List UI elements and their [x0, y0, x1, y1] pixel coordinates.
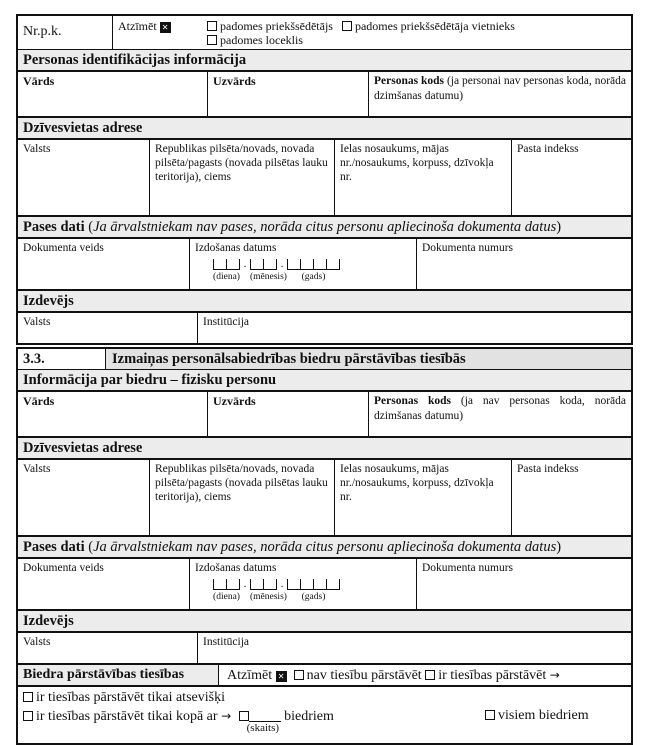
role-chairman[interactable]: padomes priekšsēdētājs — [207, 19, 333, 33]
address-section-header: Dzīvesvietas adrese — [18, 116, 631, 138]
role-member[interactable]: padomes loceklis — [207, 33, 303, 47]
checkbox-icon[interactable] — [342, 21, 352, 31]
city-field[interactable]: Republikas pilsēta/novads, novada pilsēta/pagasts (novada pilsētas lauku teritorija), ciems — [149, 460, 334, 535]
personal-code-field[interactable]: Personas kods (ja personai nav personas koda, norāda dzimšanas datumu) — [368, 72, 631, 116]
postal-code-field[interactable]: Pasta indekss — [511, 460, 631, 535]
issuer-institution-field[interactable]: Institūcija — [197, 633, 631, 663]
document-number-field[interactable]: Dokumenta numurs — [416, 239, 631, 289]
role-deputy-chairman[interactable]: padomes priekšsēdētāja vietnieks — [342, 19, 515, 33]
checkbox-icon[interactable] — [207, 35, 217, 45]
checkbox-icon[interactable] — [485, 710, 495, 720]
option-no-rights[interactable]: nav tiesību pārstāvēt — [294, 668, 422, 683]
year-boxes[interactable]: (gads) — [287, 579, 340, 593]
first-name-field[interactable]: Vārds — [23, 394, 55, 408]
section-3-3-header — [18, 349, 631, 369]
issue-date-field[interactable]: Izdošanas datums (diena) . (mēnesis) . (gads) — [189, 559, 416, 609]
nr-cell — [18, 16, 112, 49]
street-field[interactable]: Ielas nosaukums, mājas nr./nosaukums, korpuss, dzīvokļa nr. — [334, 140, 511, 215]
country-field[interactable]: Valsts — [23, 143, 51, 155]
issuer-country-field[interactable]: Valsts — [23, 316, 51, 328]
month-boxes[interactable]: (mēnesis) — [250, 579, 277, 593]
option-has-rights[interactable]: ir tiesības pārstāvēt — [425, 668, 546, 683]
rights-label-cell — [18, 665, 218, 685]
month-boxes[interactable]: (mēnesis) — [250, 259, 277, 273]
id-section-header: Personas identifikācijas informācija — [18, 49, 631, 70]
checkbox-icon[interactable] — [23, 692, 33, 702]
document-type-field[interactable]: Dokumenta veids — [23, 242, 104, 254]
document-number-field[interactable]: Dokumenta numurs — [416, 559, 631, 609]
document-type-field[interactable]: Dokumenta veids — [23, 562, 104, 574]
passport-section-header: Pases dati (Ja ārvalstniekam nav pases, norāda citus personu apliecinoša dokumenta datus) — [18, 215, 631, 237]
issuer-section-header: Izdevējs — [18, 609, 631, 631]
checked-box-icon: ✕ — [160, 22, 171, 33]
first-name-field[interactable]: Vārds — [23, 74, 55, 88]
option-all-members[interactable]: visiem biedriem — [485, 707, 589, 725]
rights-detail — [18, 685, 631, 743]
issuer-institution-field[interactable]: Institūcija — [197, 313, 631, 343]
member-form-block — [16, 14, 633, 345]
option-jointly[interactable]: ir tiesības pārstāvēt tikai kopā ar → (skaits) biedriem visiem biedriem — [23, 707, 626, 726]
mark-label: Atzīmēt — [118, 19, 157, 33]
checkbox-icon[interactable] — [294, 670, 304, 680]
nr-label: Nr.p.k. — [23, 24, 62, 39]
arrow-right-icon: → — [221, 709, 232, 723]
city-field[interactable]: Republikas pilsēta/novads, novada pilsēta/pagasts (novada pilsētas lauku teritorija), ciems — [149, 140, 334, 215]
date-input-boxes[interactable]: (diena) . (mēnesis) . (gads) — [213, 259, 411, 285]
country-field[interactable]: Valsts — [23, 463, 51, 475]
checked-box-icon: ✕ — [276, 671, 287, 682]
rights-options: Atzīmēt ✕ nav tiesību pārstāvēt ir tiesības pārstāvēt → — [218, 665, 631, 685]
member-info-header: Informācija par biedru – fizisku personu — [18, 369, 631, 390]
arrow-right-icon: → — [549, 668, 560, 682]
role-options — [207, 16, 515, 49]
issuer-section-header: Izdevējs — [18, 289, 631, 311]
issue-date-field[interactable]: Izdošanas datums (diena) . (mēnesis) . (gads) — [189, 239, 416, 289]
personal-code-field[interactable]: Personas kods (ja nav personas koda, norāda dzimšanas datumu) — [368, 392, 631, 436]
count-caption: (skaits) — [246, 722, 280, 734]
checkbox-icon[interactable] — [425, 670, 435, 680]
address-section-header: Dzīvesvietas adrese — [18, 436, 631, 458]
issuer-country-field[interactable]: Valsts — [23, 636, 51, 648]
section-3-3-block — [16, 347, 633, 745]
year-boxes[interactable]: (gads) — [287, 259, 340, 273]
section-title: Izmaiņas personālsabiedrības biedru pārstāvības tiesībās — [112, 351, 466, 367]
postal-code-field[interactable]: Pasta indekss — [511, 140, 631, 215]
last-name-field[interactable]: Uzvārds — [207, 392, 368, 436]
checkbox-icon[interactable] — [207, 21, 217, 31]
day-boxes[interactable]: (diena) — [213, 259, 240, 273]
mark-cell — [112, 16, 207, 49]
street-field[interactable]: Ielas nosaukums, mājas nr./nosaukums, korpuss, dzīvokļa nr. — [334, 460, 511, 535]
checkbox-icon[interactable] — [239, 711, 249, 721]
last-name-field[interactable]: Uzvārds — [207, 72, 368, 116]
section-number: 3.3. — [18, 349, 106, 369]
member-count-input[interactable] — [246, 707, 281, 734]
date-input-boxes[interactable]: (diena) . (mēnesis) . (gads) — [213, 579, 411, 605]
checkbox-icon[interactable] — [23, 711, 33, 721]
rights-label: Biedra pārstāvības tiesības — [23, 667, 185, 682]
option-alone[interactable]: ir tiesības pārstāvēt tikai atsevišķi — [23, 689, 626, 707]
passport-section-header: Pases dati (Ja ārvalstniekam nav pases, norāda citus personu apliecinoša dokumenta datus) — [18, 535, 631, 557]
day-boxes[interactable]: (diena) — [213, 579, 240, 593]
